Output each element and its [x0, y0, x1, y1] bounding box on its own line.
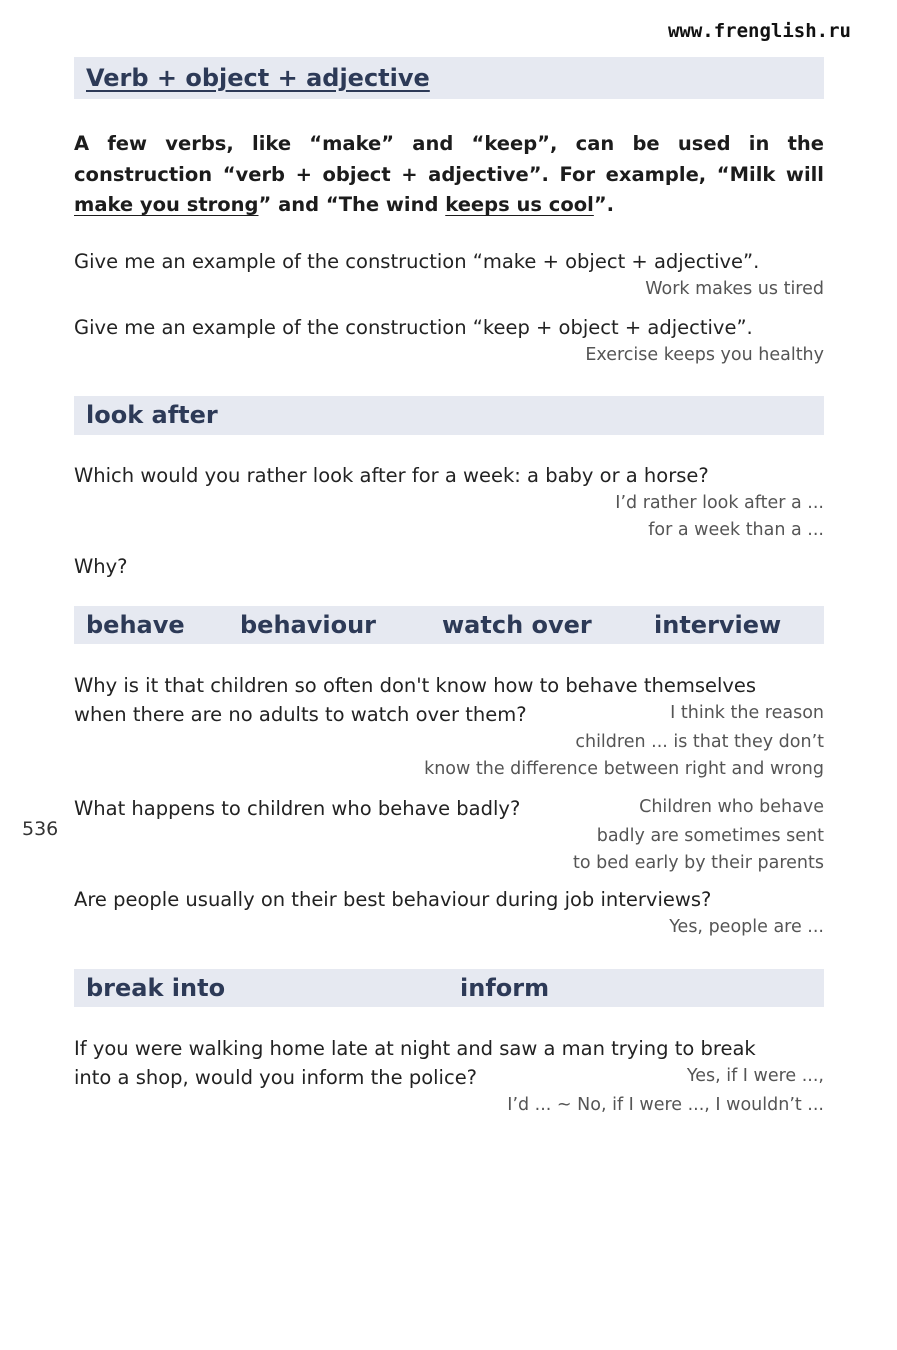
page-number: 536: [22, 818, 59, 840]
answer: I think the reason: [670, 702, 824, 723]
question: into a shop, would you inform the police?: [74, 1065, 478, 1089]
section-heading-verb-object-adjective: [74, 57, 824, 99]
vocab-word: inform: [460, 973, 550, 1002]
section-heading-break-into: [74, 969, 824, 1007]
answer: for a week than a ...: [648, 519, 824, 540]
question: Are people usually on their best behaviour during job interviews?: [74, 887, 712, 911]
question: If you were walking home late at night and saw a man trying to break: [74, 1036, 756, 1060]
intro-text: ” and “The wind: [258, 193, 446, 216]
question: Give me an example of the construction “keep + object + adjective”.: [74, 315, 753, 339]
answer: children ... is that they don’t: [575, 731, 824, 752]
answer: Exercise keeps you healthy: [585, 344, 824, 365]
section-title: look after: [86, 401, 218, 429]
vocab-word: interview: [654, 610, 782, 639]
qa-row: [74, 794, 824, 823]
intro-text: A few verbs, like “make” and “keep”, can be used in the construction “verb + object + adjective”. For example, “Milk will: [74, 132, 824, 186]
page-content: [74, 57, 824, 1119]
intro-paragraph: [74, 129, 824, 221]
answer: I’d ... ~ No, if I were ..., I wouldn’t ...: [507, 1094, 824, 1115]
answer: to bed early by their parents: [573, 852, 824, 873]
section-heading-behave: [74, 606, 824, 644]
vocab-word: break into: [86, 973, 226, 1002]
answer: I’d rather look after a ...: [615, 492, 824, 513]
answer: Work makes us tired: [645, 278, 824, 299]
answer: Children who behave: [639, 796, 824, 817]
question: What happens to children who behave badly?: [74, 796, 521, 820]
answer: badly are sometimes sent: [596, 825, 824, 846]
question: when there are no adults to watch over them?: [74, 702, 527, 726]
answer: know the difference between right and wrong: [424, 758, 824, 779]
site-url: www.frenglish.ru: [667, 20, 851, 42]
section-heading-look-after: [74, 396, 824, 435]
intro-text: ”.: [593, 193, 615, 216]
vocab-word: behave: [86, 610, 185, 639]
question: Which would you rather look after for a week: a baby or a horse?: [74, 463, 709, 487]
underlined-example: keeps us cool: [445, 193, 594, 216]
vocab-word: behaviour: [240, 610, 377, 639]
section-title: Verb + object + adjective: [86, 64, 430, 92]
answer: Yes, people are ...: [669, 916, 824, 937]
question: Why is it that children so often don't know how to behave themselves: [74, 673, 757, 697]
answer: Yes, if I were ...,: [686, 1065, 824, 1086]
underlined-example: make you strong: [74, 193, 259, 216]
qa-row: [74, 1063, 824, 1092]
question: Give me an example of the construction “make + object + adjective”.: [74, 249, 760, 273]
question: Why?: [74, 554, 128, 578]
qa-row: [74, 700, 824, 729]
vocab-word: watch over: [442, 610, 592, 639]
